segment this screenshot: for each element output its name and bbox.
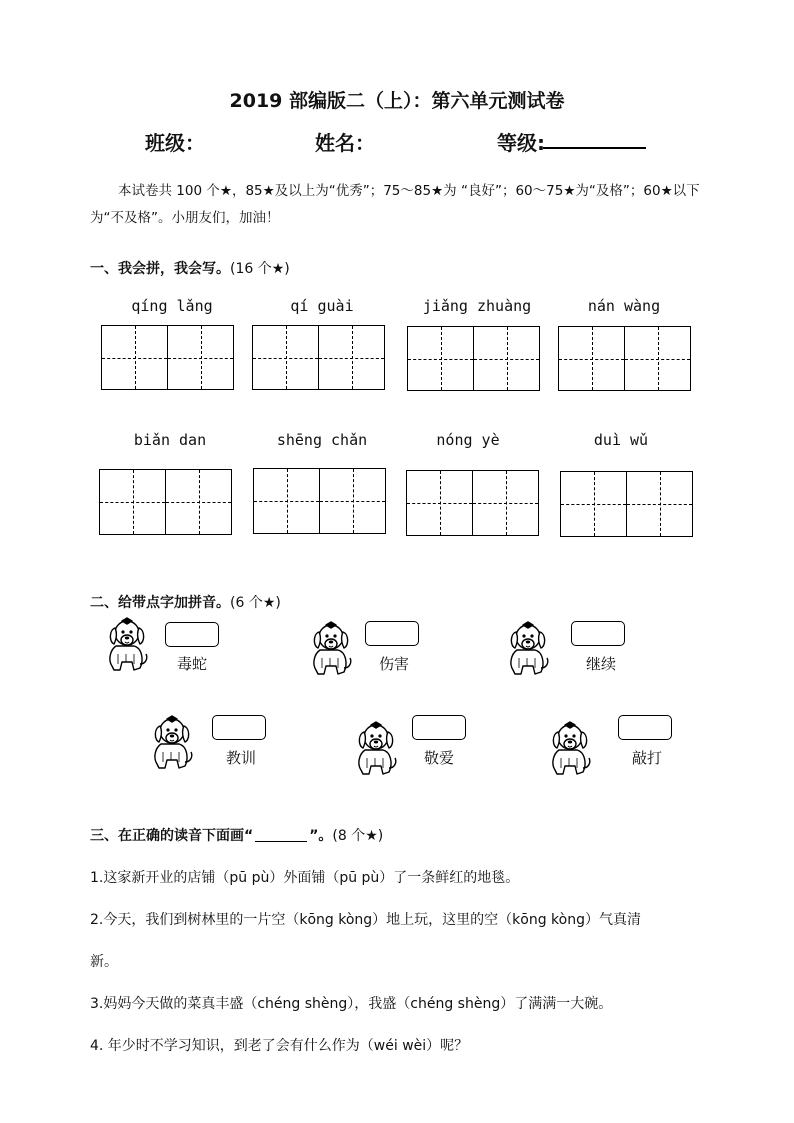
class-label: 班级： (145, 131, 205, 155)
word-label: 敬爱 (424, 749, 455, 767)
word-label: 伤害 (379, 655, 410, 673)
tianzige-box[interactable] (252, 325, 385, 390)
tianzige-box[interactable] (558, 326, 691, 391)
tianzige-box[interactable] (407, 326, 540, 391)
pinyin-label: shēng chǎn (276, 431, 368, 449)
section3-title-end: ”。 (309, 828, 333, 844)
section3-heading (90, 825, 383, 845)
section3-note: (8 个★) (332, 828, 384, 844)
section2-heading (90, 592, 281, 612)
dog-illustration-icon (353, 720, 399, 776)
section1-title: 一、我会拼，我会写。 (90, 261, 230, 277)
section3-title: 三、在正确的读音下面画“ (90, 828, 254, 844)
pinyin-label: duì wǔ (593, 431, 649, 449)
pinyin-answer-box[interactable] (365, 621, 419, 646)
tianzige-box[interactable] (560, 471, 693, 537)
tianzige-box[interactable] (253, 468, 386, 534)
tianzige-box[interactable] (406, 470, 539, 536)
name-label: 姓名： (315, 131, 375, 155)
dog-illustration-icon (505, 620, 551, 676)
question-line: 2.今天，我们到树林里的一片空（kōng kòng）地上玩，这里的空（kōng kòng）气真清 (90, 912, 641, 928)
dog-illustration-icon (104, 616, 150, 672)
pinyin-label: nóng yè (436, 431, 500, 449)
pinyin-label: qí guài (290, 297, 354, 315)
underline-sample (255, 841, 307, 842)
tianzige-box[interactable] (99, 469, 232, 535)
question-line: 3.妈妈今天做的菜真丰盛（chéng shèng），我盛（chéng shèng）了满满一大碗。 (90, 996, 613, 1012)
word-label: 毒蛇 (177, 655, 208, 673)
section2-note: (6 个★) (230, 595, 281, 611)
page-title: 2019 部编版二（上）：第六单元测试卷 (229, 90, 565, 112)
section2-title: 二、给带点字加拼音。 (90, 595, 230, 611)
dog-illustration-icon (149, 714, 195, 770)
question-line: 新。 (90, 954, 118, 970)
pinyin-answer-box[interactable] (412, 715, 466, 740)
section1-note: (16 个★) (230, 261, 290, 277)
grade-label: 等级: (497, 131, 545, 155)
dog-illustration-icon (547, 720, 593, 776)
pinyin-label: qíng lǎng (131, 297, 213, 315)
pinyin-answer-box[interactable] (618, 715, 672, 740)
question-line: 4. 年少时不学习知识，到老了会有什么作为（wéi wèi）呢？ (90, 1038, 469, 1054)
section1-heading (90, 258, 290, 278)
word-label: 继续 (586, 655, 617, 673)
dog-illustration-icon (308, 620, 354, 676)
word-label: 教训 (226, 749, 257, 767)
pinyin-label: jiǎng zhuàng (422, 297, 532, 315)
intro-text: 本试卷共 100 个★，85★及以上为“优秀”；75～85★为 “良好”；60～75★为“及格”；60★以下为“不及格”。小朋友们，加油！ (90, 183, 700, 226)
pinyin-label: nán wàng (587, 297, 661, 315)
pinyin-answer-box[interactable] (212, 715, 266, 740)
tianzige-box[interactable] (101, 325, 234, 390)
pinyin-answer-box[interactable] (165, 622, 219, 647)
question-line: 1.这家新开业的店铺（pū pù）外面铺（pū pù）了一条鲜红的地毯。 (90, 870, 520, 886)
word-label: 敲打 (632, 749, 663, 767)
pinyin-label: biǎn dan (133, 431, 207, 449)
pinyin-answer-box[interactable] (571, 621, 625, 646)
grade-blank-line (543, 147, 646, 149)
